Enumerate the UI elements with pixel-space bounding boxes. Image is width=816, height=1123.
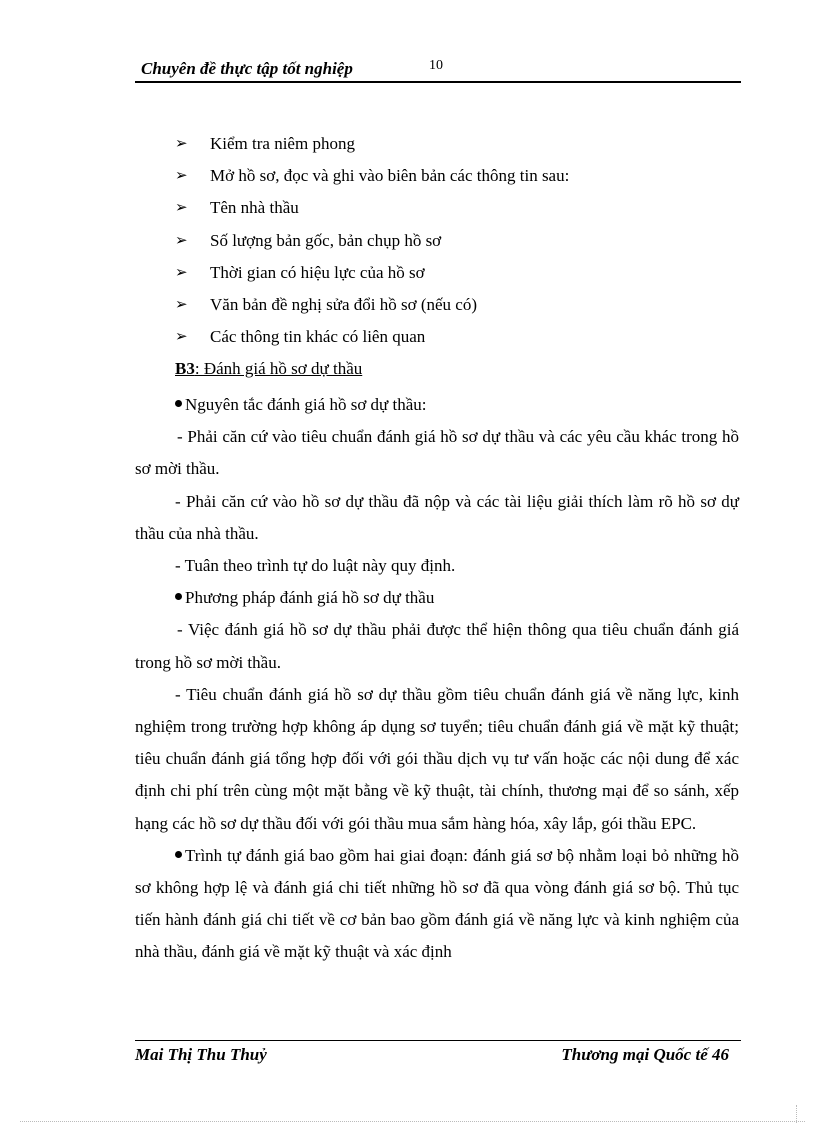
page-number: 10: [429, 58, 443, 73]
page-header: [135, 55, 741, 83]
section-label: B3: [175, 359, 195, 378]
header-title: Chuyên đề thực tập tốt nghiệp: [141, 59, 353, 78]
footer-department: Thương mại Quốc tế 46: [561, 1045, 729, 1064]
arrow-bullet-icon: ➢: [175, 168, 188, 185]
paragraph-procedure: [135, 840, 739, 969]
paragraph: - Tiêu chuẩn đánh giá hồ sơ dự thầu gồm tiêu chuẩn đánh giá về năng lực, kinh nghiệm trong trường hợp không áp dụng sơ tuyển; tiêu chuẩn đánh giá về mặt kỹ thuật; tiêu chuẩn đánh giá tổng hợp đối với gói thầu dịch vụ tư vấn hoặc các nội dung để xác định chi phí trên cùng một mặt bằng về kỹ thuật, tài chính, thương mại để so sánh, xếp hạng các hồ sơ dự thầu đối với gói thầu mua sắm hàng hóa, xây lắp, gói thầu EPC.: [135, 684, 739, 833]
list-item-text: Thời gian có hiệu lực của hồ sơ: [210, 262, 425, 282]
arrow-bullet-icon: ➢: [175, 329, 188, 346]
paragraph-text: Nguyên tắc đánh giá hồ sơ dự thầu:: [185, 395, 427, 414]
list-item-text: Tên nhà thầu: [210, 198, 299, 218]
arrow-bullet-icon: ➢: [175, 200, 188, 217]
list-item-text: Số lượng bản gốc, bản chụp hồ sơ: [210, 230, 442, 250]
arrow-bullet-icon: ➢: [175, 136, 188, 152]
arrow-bullet-icon: ➢: [175, 296, 188, 313]
paragraph: - Phải căn cứ vào tiêu chuẩn đánh giá hồ sơ dự thầu và các yêu cầu khác trong hồ sơ mời thầu.: [135, 427, 739, 479]
paragraph-text: Phương pháp đánh giá hồ sơ dự thầu: [185, 588, 435, 608]
dot-bullet-icon: [175, 400, 182, 407]
page-footer: [135, 1040, 741, 1071]
list-item-text: Văn bản đề nghị sửa đổi hồ sơ (nếu có): [210, 294, 478, 314]
list-item-text: Các thông tin khác có liên quan: [210, 327, 426, 347]
arrow-bullet-icon: ➢: [175, 232, 188, 249]
paragraph: - Phải căn cứ vào hồ sơ dự thầu đã nộp và các tài liệu giải thích làm rõ hồ sơ dự thầu của nhà thầu.: [135, 491, 739, 543]
dot-bullet-icon: [175, 851, 182, 858]
list-item-text: Kiểm tra niêm phong: [210, 134, 355, 153]
arrow-bullet-icon: ➢: [175, 264, 188, 281]
page-edge-marker: [796, 1105, 797, 1123]
dot-bullet-icon: [175, 593, 182, 600]
section-title: : Đánh giá hồ sơ dự thầu: [194, 359, 363, 378]
page-edge-divider: [20, 1121, 805, 1122]
paragraph: - Việc đánh giá hồ sơ dự thầu phải được thể hiện thông qua tiêu chuẩn đánh giá trong hồ sơ mời thầu.: [135, 620, 739, 672]
paragraph: - Tuân theo trình tự do luật này quy định.: [175, 556, 456, 576]
paragraph-method-heading: [135, 582, 739, 614]
paragraph-principles-heading: [135, 389, 739, 421]
footer-author: Mai Thị Thu Thuỷ: [135, 1045, 267, 1064]
paragraph-text: Trình tự đánh giá bao gồm hai giai đoạn: đánh giá sơ bộ nhằm loại bỏ những hồ sơ không hợp lệ và đánh giá chi tiết những hồ sơ đã qua vòng đánh giá sơ bộ. Thủ tục tiến hành đánh giá chi tiết về cơ bản bao gồm đánh giá về năng lực và kinh nghiệm của nhà thầu, đánh giá về mặt kỹ thuật và xác định: [135, 845, 739, 962]
list-item-text: Mở hồ sơ, đọc và ghi vào biên bản các thông tin sau:: [210, 166, 570, 186]
section-heading: [175, 358, 362, 380]
body-text: [135, 389, 739, 969]
